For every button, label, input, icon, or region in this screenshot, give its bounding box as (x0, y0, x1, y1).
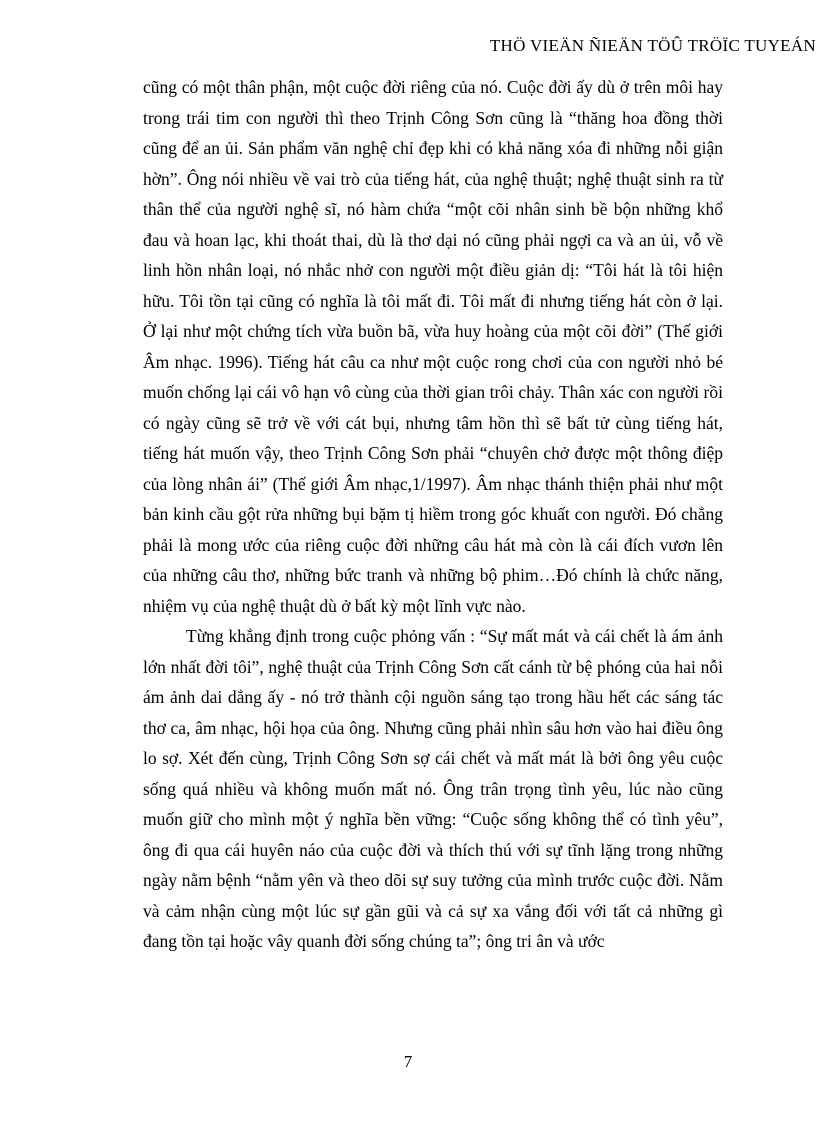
running-header: THÖ VIEÄN ÑIEÄN TÖÛ TRÖÏC TUYEÁN (489, 36, 816, 55)
page-number: 7 (403, 1052, 413, 1071)
body-text (143, 72, 723, 957)
paragraph-2: Từng khẳng định trong cuộc phỏng vấn : “Sự mất mát và cái chết là ám ảnh lớn nhất đời tôi”, nghệ thuật của Trịnh Công Sơn cất cánh từ bệ phóng của hai nỗi ám ảnh dai dẳng ấy - nó trở thành cội nguồn sáng tạo trong hầu hết các sáng tác thơ ca, âm nhạc, hội họa của ông. Nhưng cũng phải nhìn sâu hơn vào hai điều ông lo sợ. Xét đến cùng, Trịnh Công Sơn sợ cái chết và mất mát là bởi ông yêu cuộc sống quá nhiều và không muốn mất nó. Ông trân trọng tình yêu, lúc nào cũng muốn giữ cho mình một ý nghĩa bền vững: “Cuộc sống không thể có tình yêu”, ông đi qua cái huyên náo của cuộc đời và thích thú với sự tĩnh lặng trong những ngày nằm bệnh “nằm yên và theo dõi sự suy tưởng của mình trước cuộc đời. Nằm và cảm nhận cùng một lúc sự gần gũi và cả sự xa vắng đối với tất cả những gì đang tồn tại hoặc vây quanh đời sống chúng ta”; ông tri ân và ước (143, 626, 723, 951)
paragraph-1: cũng có một thân phận, một cuộc đời riêng của nó. Cuộc đời ấy dù ở trên môi hay trong trái tim con người thì theo Trịnh Công Sơn cũng là “thăng hoa đồng thời cũng để an ủi. Sản phẩm văn nghệ chỉ đẹp khi có khả năng xóa đi những nỗi giận hờn”. Ông nói nhiều về vai trò của tiếng hát, của nghệ thuật; nghệ thuật sinh ra từ thân thể của người nghệ sĩ, nó hàm chứa “một cõi nhân sinh bề bộn những khổ đau và hoan lạc, khi thoát thai, dù là thơ dại nó cũng phải ngợi ca và an ủi, vỗ về linh hồn nhân loại, nó nhắc nhở con người một điều giản dị: “Tôi hát là tôi hiện hữu. Tôi tồn tại cũng có nghĩa là tôi mất đi. Tôi mất đi nhưng tiếng hát còn ở lại. Ở lại như một chứng tích vừa buồn bã, vừa huy hoàng của một cõi đời” (Thế giới Âm nhạc. 1996). Tiếng hát câu ca như một cuộc rong chơi của con người nhỏ bé muốn chống lại cái vô hạn vô cùng của thời gian trôi chảy. Thân xác con người rồi có ngày cũng sẽ trở về với cát bụi, nhưng tâm hồn thì sẽ bất tử cùng tiếng hát, tiếng hát muốn vậy, theo Trịnh Công Sơn phải “chuyên chở được một thông điệp của lòng nhân ái” (Thế giới Âm nhạc,1/1997). Âm nhạc thánh thiện phải như một bản kinh cầu gột rửa những bụi bặm tị hiềm trong góc khuất con người. Đó chẳng phải là mong ước của riêng cuộc đời những câu hát mà còn là cái đích vươn lên của những câu thơ, những bức tranh và những bộ phim…Đó chính là chức năng, nhiệm vụ của nghệ thuật dù ở bất kỳ một lĩnh vực nào. (143, 77, 723, 616)
